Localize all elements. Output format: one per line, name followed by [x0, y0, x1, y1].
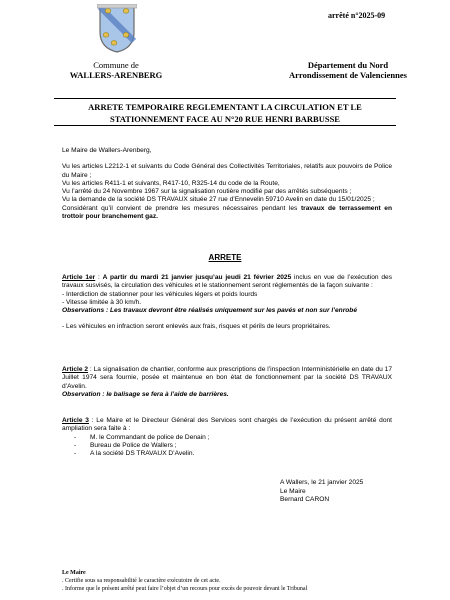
- title-line-2: STATIONNEMENT FACE AU N°20 RUE HENRI BARBUSSE: [110, 114, 340, 124]
- vu-clause-1: Vu les articles L2212-1 et suivants du Code Général des Collectivités Territoriales, relatifs aux pouvoirs de Police du Maire ;: [62, 163, 392, 179]
- article-1: [62, 274, 392, 332]
- commune-block: [66, 60, 166, 80]
- signature-role: Le Maire: [280, 487, 306, 495]
- article-2-observation: Observation : le balisage se fera à l’aide de barrières.: [62, 390, 229, 398]
- article-1-colon: :: [95, 274, 103, 281]
- footer-title: Le Maire: [62, 570, 86, 576]
- article-2: [62, 366, 392, 399]
- arrete-heading: ARRETE: [208, 253, 242, 262]
- article-2-paragraph: [62, 366, 392, 391]
- preamble: [62, 147, 392, 221]
- article-1-paragraph: [62, 274, 392, 291]
- article-2-label: Article 2: [62, 366, 89, 373]
- document-title: [54, 98, 396, 126]
- article-1-label: Article 1er: [62, 274, 96, 281]
- article-3-label: Article 3: [62, 417, 89, 424]
- department-name: Département du Nord: [307, 60, 389, 70]
- article-2-text: : La signalisation de chantier, conforme aux prescriptions de l’inspection Interministérielle en date du 17 Juillet 1974 sera fournie, posée et maintenue en bon état de fonctionnement par la société DS TRAVAUX d’Avelin.: [62, 366, 392, 390]
- signature-block: [280, 479, 363, 505]
- ampliation-recipient: - A la société DS TRAVAUX D’Avelin.: [62, 450, 392, 458]
- article-3-text: : Le Maire et le Directeur Général des Services sont chargés de l’exécution du présent arrêté dont ampliation sera faite à :: [62, 417, 392, 433]
- ampliation-list: [62, 434, 392, 459]
- coat-of-arms-logo: [97, 4, 137, 54]
- article-3-paragraph: [62, 417, 392, 434]
- considerant-bold: travaux de terrassement en trottoir pour branchement gaz.: [62, 204, 392, 221]
- shield-crest-icon: [97, 4, 137, 54]
- signature-place-date: A Wallers, le 21 janvier 2025: [280, 479, 364, 486]
- footer-line-2: . Informe que le présent arrêté peut faire l’objet d’un recours pour excès de pouvoir devant le Tribunal: [62, 586, 308, 592]
- article-1-dates: A partir du mardi 21 janvier jusqu’au jeudi 21 février 2025: [102, 274, 292, 281]
- arrete-reference: arrêté n°2025-09: [328, 11, 386, 20]
- ampliation-recipient: - M. le Commandant de police de Denain ;: [62, 434, 392, 442]
- article-1-item-2: - Vitesse limitée à 30 km/h.: [62, 298, 142, 306]
- ampliation-recipient: - Bureau de Police de Wallers ;: [62, 442, 392, 450]
- article-3: [62, 417, 392, 458]
- arrondissement-name: Arrondissement de Valenciennes: [289, 70, 407, 80]
- footer-legal: [62, 569, 402, 593]
- article-1-text: inclus en vue de l’exécution des travaux susvisés, la circulation des véhicules et le stationnement seront réglementés de la façon suivante :: [62, 274, 392, 290]
- vu-clause-4: Vu la demande de la société DS TRAVAUX située 27 rue d’Ennevelin 59710 Avelin en date du 15/01/2025 ;: [62, 196, 375, 204]
- considerant-clause: [62, 205, 392, 222]
- footer-line-1: . Certifie sous sa responsabilité le caractère exécutoire de cet acte.: [62, 578, 221, 584]
- vu-clause-2: Vu les articles R411-1 et suivants, R417-10, R325-14 du code de la Route,: [62, 179, 280, 187]
- department-block: [270, 60, 426, 80]
- article-1-observations: Observations : Les travaux devront être réalisés uniquement sur les pavés et non sur l’enrobé: [62, 307, 357, 315]
- title-line-1: ARRETE TEMPORAIRE REGLEMENTANT LA CIRCULATION ET LE: [88, 102, 362, 112]
- commune-label: Commune de: [93, 60, 139, 70]
- commune-name: WALLERS-ARENBERG: [69, 70, 163, 80]
- vu-clause-3: Vu l’arrêté du 24 Novembre 1967 sur la signalisation routière modifié par des arrêtés subséquents ;: [62, 188, 352, 196]
- preamble-intro: Le Maire de Wallers-Arenberg,: [62, 147, 152, 154]
- signature-name: Bernard CARON: [280, 496, 330, 503]
- article-1-item-1: - Interdiction de stationner pour les véhicules légers et poids lourds: [62, 290, 258, 298]
- considerant-text: Considérant qu’il convient de prendre les mesures nécessaires pendant les: [62, 204, 298, 212]
- article-1-infraction: - Les véhicules en infraction seront enlevés aux frais, risques et périls de leurs propriétaires.: [62, 323, 331, 331]
